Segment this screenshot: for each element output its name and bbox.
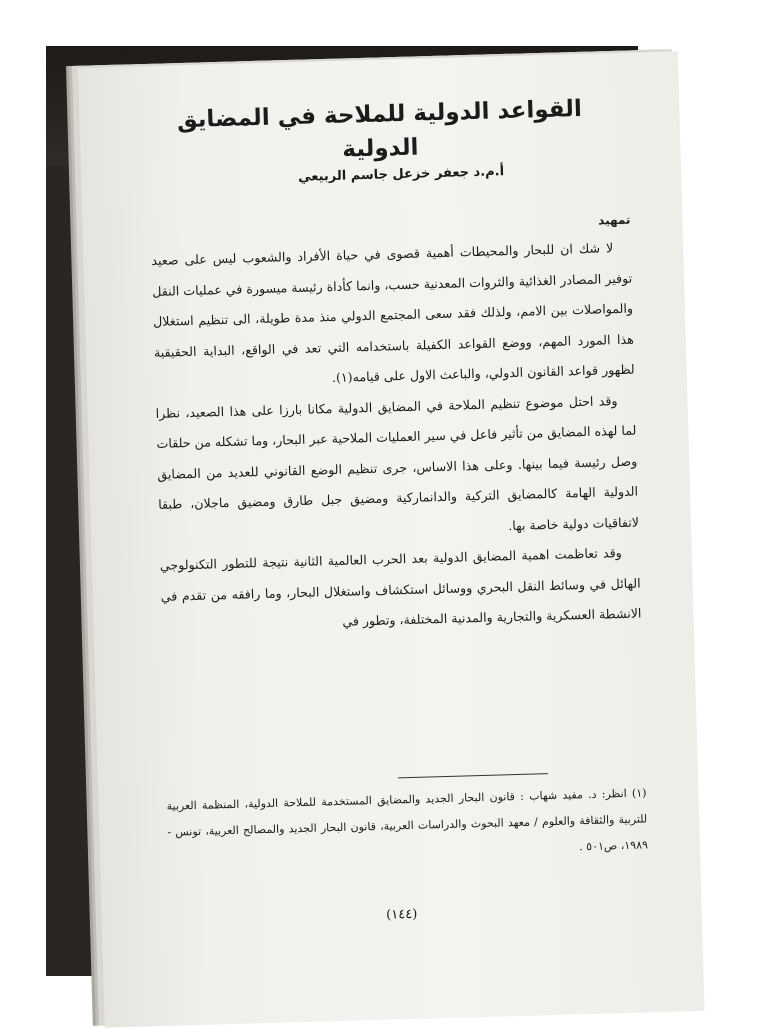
book-photo — [46, 46, 649, 976]
section-heading: تمهيد — [597, 212, 631, 228]
footnote-divider — [398, 773, 548, 778]
article-title: القواعد الدولية للملاحة في المضايق الدولية — [176, 95, 583, 163]
paragraph-1: لا شك ان للبحار والمحيطات أهمية قصوى في حياة الأفراد والشعوب ليس على صعيد توفير المصادر الغذائية والثروات المعدنية حسب، وانما كأداة رئيسة ميسورة في عمليات النقل والمواصلات بين الامم، ولذلك فقد سعى المجتمع الدولي منذ مدة طويلة، الى تنظيم استغلال هذا المورد المهم، ووضع القواعد الكفيلة باستخدامه التي تعد في الواقع، البداية الحقيقية لظهور قواعد القانون الدولي، والباعث الاول على قيامه(١). — [151, 240, 635, 386]
body-text — [151, 233, 642, 643]
book-page — [78, 51, 705, 1027]
footnote: (١) انظر: د. مفيد شهاب : قانون البحار الجديد والمضايق المستخدمة للملاحة الدولية، المنظمة العربية للتربية والثقافة والعلوم / معهد البحوث والدراسات العربية، قانون البحار الجديد والمصالح العربية، تونس - ١٩٨٩، ص٥٠١ . — [166, 786, 649, 854]
author-name: أ.م.د جعفر خزعل جاسم الربيعي — [297, 164, 505, 185]
paragraph-3: وقد تعاظمت اهمية المضايق الدولية بعد الحرب العالمية الثانية نتيجة للتطور التكنولوجي الهائل في وسائط النقل البحري ووسائل استكشاف واستغلال البحار، وما رافقه من تقدم في الانشطة العسكرية والتجارية والمدنية المختلفة، وتطور في — [159, 545, 642, 629]
page-number: (١٤٤) — [386, 906, 418, 923]
paragraph-2: وقد احتل موضوع تنظيم الملاحة في المضايق الدولية مكانا بارزا على هذا الصعيد، نظرا لما لهذه المضايق من تأثير فاعل في سير العمليات الملاحية عبر البحار، وما تشكله من حلقات وصل رئيسة فيما بينها. وعلى هذا الاساس، جرى تنظيم الوضع القانوني للعديد من المضايق الدولية الهامة كالمضايق التركية والدانماركية ومضيق جبل طارق ومضيق ماجلان، طبقا لاتفاقيات دولية خاصة بها. — [155, 392, 640, 533]
